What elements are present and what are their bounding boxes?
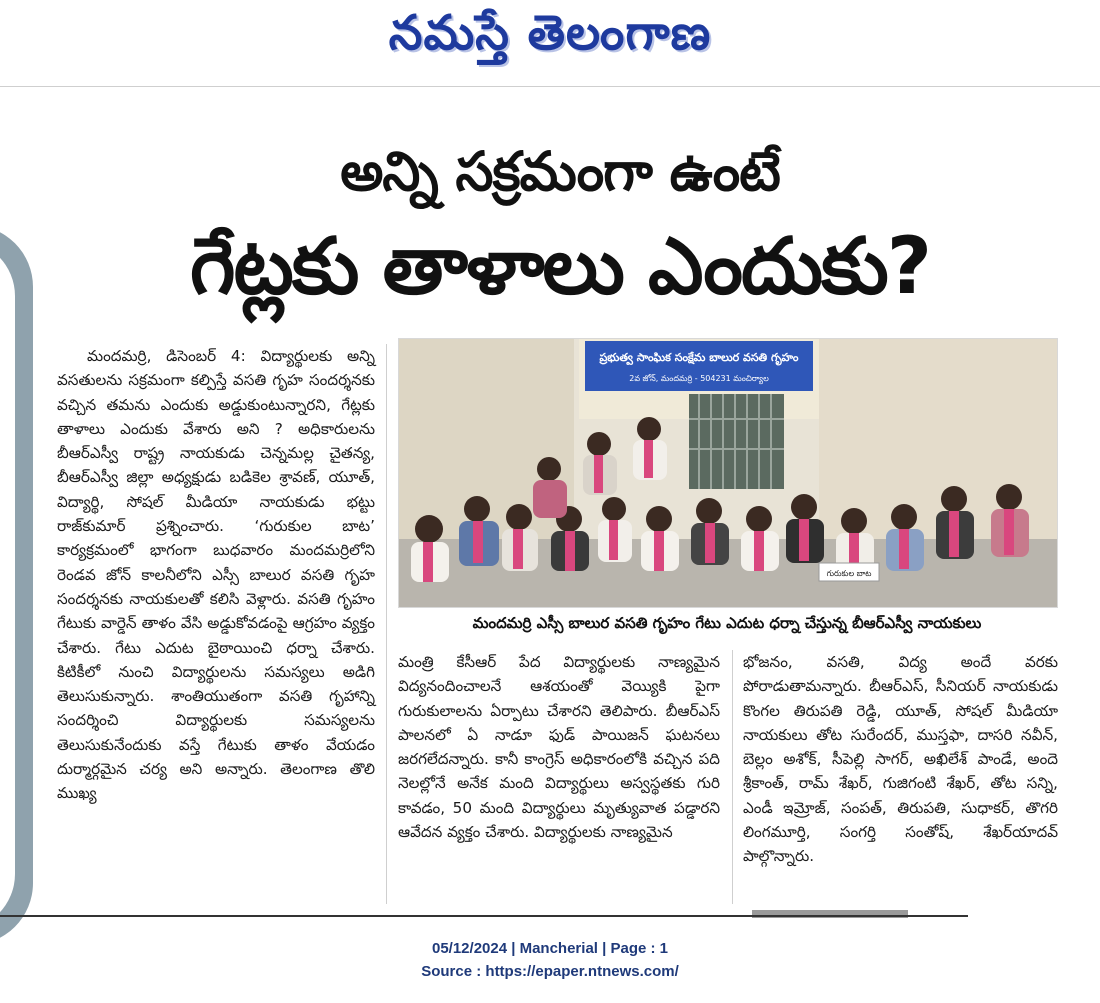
protest-photo-illustration — [399, 339, 1057, 607]
placard-text: గురుకుల బాట — [826, 569, 872, 578]
footer-date-edition: 05/12/2024 | Mancherial | Page : 1 — [431, 940, 669, 957]
article-column-1 — [57, 344, 375, 806]
decorative-side-arc-inner — [0, 240, 15, 930]
column-divider-1 — [386, 344, 387, 904]
article-column-2 — [398, 650, 720, 844]
headline-line-2: గేట్లకు తాళాలు ఎందుకు? — [190, 222, 930, 312]
article-column-3-text: భోజనం, వసతి, విద్య అందే వరకు పోరాడుతామన్నారు. బీఆర్ఎస్, సీనియర్ నాయకుడు కొంగల తిరుపతి రెడ్డి, యూత్, సోషల్ మీడియా నాయకులు తోట సురేందర్, ముస్తఫా, దాసరి నవీన్, బెల్లం అశోక్, సీపెల్లి సాగర్, అఖిలేశ్ పాండే, అందె శ్రీకాంత్, రామ్ శేఖర్, గుజిగంటి శేఖర్, తోట సన్ని, ఎండీ ఇమ్రోజ్, సంపత్, తిరుపతి, సుధాకర్, తొగరి లింగమూర్తి, సంగర్తి సంతోష్, శేఖర్‌యాదవ్ పాల్గొన్నారు. — [743, 653, 1058, 866]
hostel-sign-line-1: ప్రభుత్వ సాంఘిక సంక్షేమ బాలుర వసతి గృహం — [599, 351, 799, 364]
masthead-logo: నమస్తే తెలంగాణ — [388, 5, 712, 61]
hostel-sign-line-2: 2వ జోన్, మందమర్రి - 504231 మంచిర్యాల — [629, 374, 769, 383]
article-column-2-text: మంత్రి కేసీఆర్ పేద విద్యార్థులకు నాణ్యమైన విద్యనందించాలనే ఆశయంతో వెయ్యికి పైగా గురుకులాలను ఏర్పాటు చేశారని తెలిపారు. బీఆర్ఎస్ పాలనలో ఏ నాడూ ఫుడ్ పాయిజన్ ఘటనలు జరగలేదన్నారు. కానీ కాంగ్రెస్ అధికారంలోకి వచ్చిన పది నెలల్లోనే అనేక మంది విద్యార్థులు అస్వస్థతకు గురి కావడం, 50 మంది విద్యార్థులు మృత్యువాత పడ్డారని ఆవేదన వ్యక్తం చేశారు. విద్యార్థులకు నాణ్యమైన — [398, 653, 720, 842]
article-column-1-text: మందమర్రి, డిసెంబర్ 4: విద్యార్థులకు అన్ని వసతులను సక్రమంగా కల్పిస్తే వసతి గృహ సందర్శనకు వచ్చిన తమను ఎందుకు అడ్డుకుంటున్నారని, గేట్లకు తాళాలు ఎందుకు వేశారు అని ? అధికారులను బీఆర్ఎస్వీ రాష్ట్ర నాయకుడు చెన్నమల్ల చైతన్య, బీఆర్ఎస్వీ జిల్లా అధ్యక్షుడు బడికెల శ్రావణ్, యూత్, విద్యార్థి, సోషల్ మీడియా నాయకుడు భట్టు రాజ్‌కుమార్ ప్రశ్నించారు. ‘గురుకుల బాట’ కార్యక్రమంలో భాగంగా బుధవారం మందమర్రిలోని రెండవ జోన్ కాలనీలోని ఎస్సీ బాలుర వసతి గృహ సందర్శనకు నాయకులతో కలిసి వెళ్లారు. వసతి గృహం గేటుకు వార్డెన్ తాళం వేసి అడ్డుకోవడంపై ఆగ్రహం వ్యక్తం చేశారు. గేటు ఎదుట బైఠాయించి ధర్నా చేశారు. కిటికీలో నుంచి విద్యార్థులను సమస్యలు అడిగి తెలుసుకున్నారు. శాంతియుతంగా వసతి గృహాన్ని సందర్శించి విద్యార్థులకు సమస్యలను తెలుసుకునేందుకు వస్తే గేటుకు తాళం వేయడం దుర్మార్గమైన చర్య అని అన్నారు. తెలంగాణ తొలి ముఖ్య — [57, 347, 375, 803]
headline-line-1: అన్ని సక్రమంగా ఉంటే — [340, 140, 780, 203]
news-photo — [398, 338, 1058, 608]
bottom-rule — [0, 915, 968, 917]
hostel-sign-board — [585, 341, 813, 391]
article-column-3 — [743, 650, 1058, 869]
footer-source-link[interactable]: Source : https://epaper.ntnews.com/ — [421, 963, 679, 980]
masthead-divider — [0, 86, 1100, 87]
column-divider-2 — [732, 650, 733, 904]
photo-caption: మందమర్రి ఎస్సీ బాలుర వసతి గృహం గేటు ఎదుట ధర్నా చేస్తున్న బీఆర్ఎస్వీ నాయకులు — [472, 614, 982, 632]
